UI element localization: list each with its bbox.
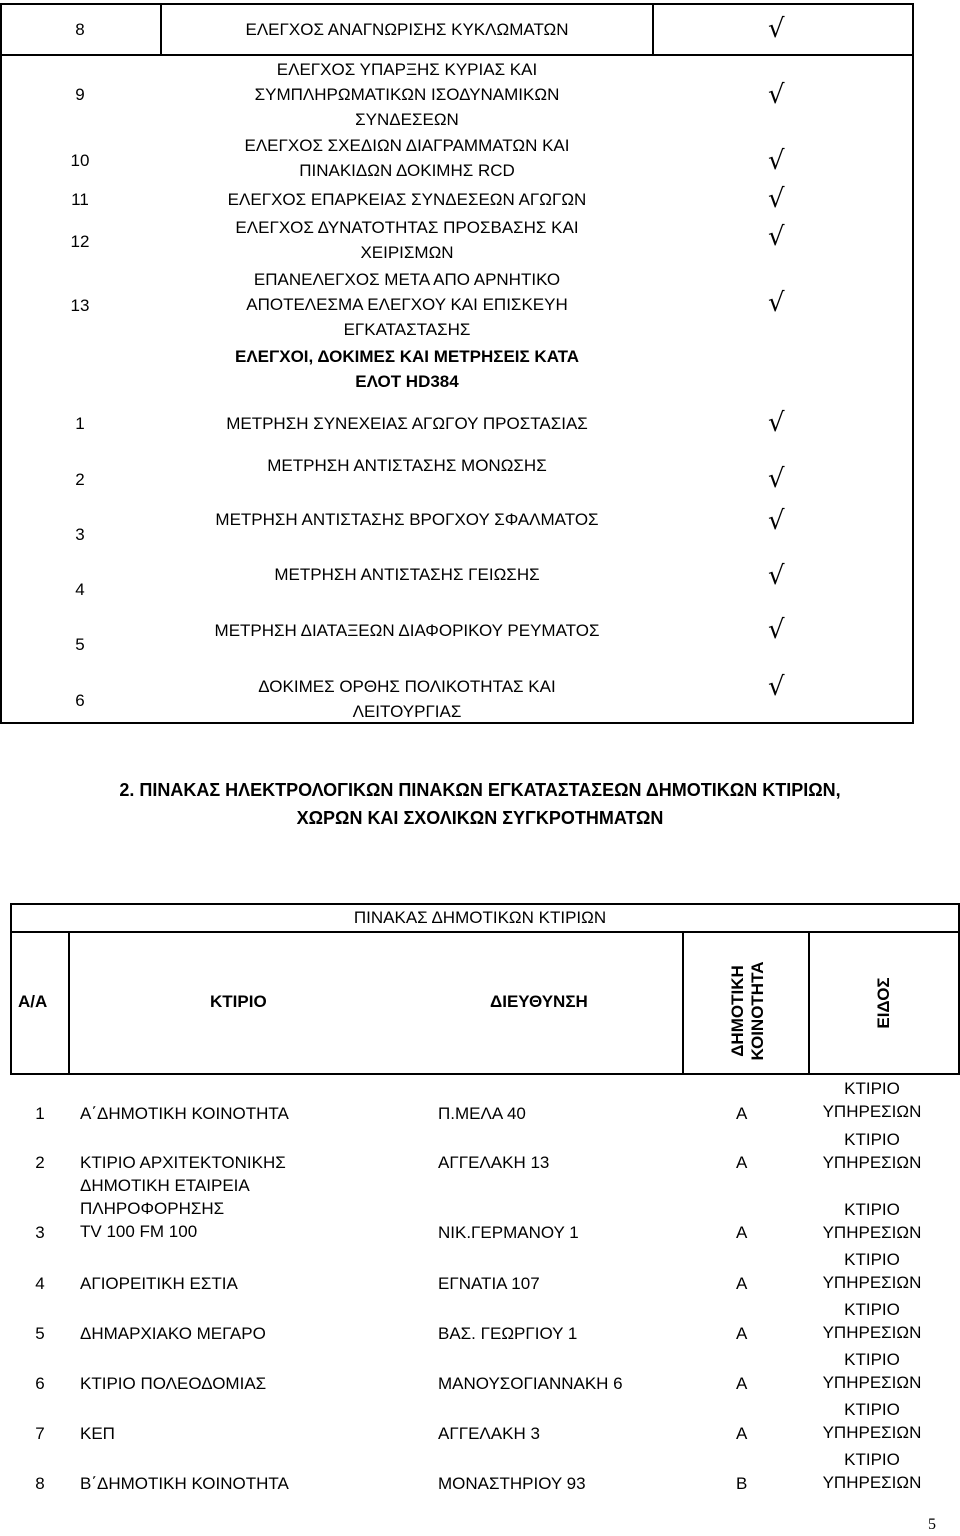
- building-name: ΑΓΙΟΡΕΙΤΙΚΗ ΕΣΤΙΑ: [80, 1274, 238, 1293]
- header-community: ΔΗΜΟΤΙΚΗ ΚΟΙΝΟΤΗΤΑ: [728, 961, 767, 1061]
- row-text: ΕΛΕΓΧΟΣ ΔΥΝΑΤΟΤΗΤΑΣ ΠΡΟΣΒΑΣΗΣ ΚΑΙ ΧΕΙΡΙΣΜΩΝ: [235, 218, 579, 262]
- row-number: 8: [35, 1474, 45, 1493]
- table-border: [10, 903, 960, 905]
- table-border: [682, 931, 684, 1075]
- building-community: Α: [736, 1274, 748, 1293]
- row-text: ΜΕΤΡΗΣΗ ΑΝΤΙΣΤΑΣΗΣ ΓΕΙΩΣΗΣ: [274, 565, 540, 584]
- building-address: ΜΟΝΑΣΤΗΡΙΟΥ 93: [438, 1474, 586, 1493]
- row-number: 5: [35, 1324, 45, 1343]
- check-icon: √: [768, 184, 785, 214]
- building-type: ΚΤΙΡΙΟ ΥΠΗΡΕΣΙΩΝ: [822, 1350, 922, 1392]
- building-address: ΒΑΣ. ΓΕΩΡΓΙΟΥ 1: [438, 1324, 578, 1343]
- row-number: 2: [35, 1153, 45, 1172]
- row-text: ΜΕΤΡΗΣΗ ΑΝΤΙΣΤΑΣΗΣ ΒΡΟΓΧΟΥ ΣΦΑΛΜΑΤΟΣ: [215, 510, 599, 529]
- check-icon: √: [768, 146, 785, 176]
- table-border: [652, 3, 654, 54]
- table-border: [808, 931, 810, 1075]
- table-border: [912, 3, 914, 724]
- table-border: [0, 3, 914, 5]
- building-type: ΚΤΙΡΙΟ ΥΠΗΡΕΣΙΩΝ: [822, 1079, 922, 1121]
- building-type: ΚΤΙΡΙΟ ΥΠΗΡΕΣΙΩΝ: [822, 1400, 922, 1442]
- building-name: ΔΗΜΑΡΧΙΑΚΟ ΜΕΓΑΡΟ: [80, 1324, 266, 1343]
- row-number: 9: [75, 85, 85, 104]
- section-subheading: ΕΛΕΓΧΟΙ, ΔΟΚΙΜΕΣ ΚΑΙ ΜΕΤΡΗΣΕΙΣ ΚΑΤΑ ΕΛΟΤ HD384: [235, 347, 579, 391]
- check-icon: √: [768, 288, 785, 318]
- check-icon: √: [768, 14, 785, 44]
- building-name: ΚΤΙΡΙΟ ΑΡΧΙΤΕΚΤΟΝΙΚΗΣ: [80, 1153, 286, 1172]
- section-heading: 2. ΠΙΝΑΚΑΣ ΗΛΕΚΤΡΟΛΟΓΙΚΩΝ ΠΙΝΑΚΩΝ ΕΓΚΑΤΑΣΤΑΣΕΩΝ ΔΗΜΟΤΙΚΩΝ ΚΤΙΡΙΩΝ, ΧΩΡΩΝ ΚΑΙ ΣΧΟΛΙΚΩΝ ΣΥΓΚΡΟΤΗΜΑΤΩΝ: [119, 780, 841, 828]
- building-community: Α: [736, 1324, 748, 1343]
- building-type: ΚΤΙΡΙΟ ΥΠΗΡΕΣΙΩΝ: [822, 1300, 922, 1342]
- row-text: ΕΛΕΓΧΟΣ ΣΧΕΔΙΩΝ ΔΙΑΓΡΑΜΜΑΤΩΝ ΚΑΙ ΠΙΝΑΚΙΔΩΝ ΔΟΚΙΜΗΣ RCD: [244, 136, 570, 180]
- row-number: 7: [35, 1424, 45, 1443]
- building-address: ΑΓΓΕΛΑΚΗ 3: [438, 1424, 540, 1443]
- building-name: Β΄ΔΗΜΟΤΙΚΗ ΚΟΙΝΟΤΗΤΑ: [80, 1474, 289, 1493]
- row-number: 6: [35, 1374, 45, 1393]
- row-number: 3: [35, 1223, 45, 1242]
- table-border: [0, 54, 914, 56]
- building-type: ΚΤΙΡΙΟ ΥΠΗΡΕΣΙΩΝ: [822, 1130, 922, 1172]
- building-name: ΚΕΠ: [80, 1424, 115, 1443]
- row-text: ΜΕΤΡΗΣΗ ΔΙΑΤΑΞΕΩΝ ΔΙΑΦΟΡΙΚΟΥ ΡΕΥΜΑΤΟΣ: [214, 621, 600, 640]
- table-border: [0, 3, 2, 724]
- check-icon: √: [768, 672, 785, 702]
- row-number: 4: [75, 580, 85, 599]
- check-icon: √: [768, 561, 785, 591]
- table-border: [10, 1073, 960, 1075]
- row-number: 8: [75, 20, 85, 39]
- check-icon: √: [768, 222, 785, 252]
- header-address: ΔΙΕΥΘΥΝΣΗ: [490, 992, 588, 1011]
- row-number: 13: [70, 296, 90, 315]
- check-icon: √: [768, 408, 785, 438]
- row-text: ΜΕΤΡΗΣΗ ΣΥΝΕΧΕΙΑΣ ΑΓΩΓΟΥ ΠΡΟΣΤΑΣΙΑΣ: [226, 414, 588, 433]
- building-address: ΝΙΚ.ΓΕΡΜΑΝΟΥ 1: [438, 1223, 579, 1242]
- table-border: [68, 931, 70, 1075]
- building-community: Α: [736, 1223, 748, 1242]
- check-icon: √: [768, 615, 785, 645]
- building-address: Π.ΜΕΛΑ 40: [438, 1104, 526, 1123]
- row-number: 1: [75, 414, 85, 433]
- table-caption: ΠΙΝΑΚΑΣ ΔΗΜΟΤΙΚΩΝ ΚΤΙΡΙΩΝ: [353, 908, 607, 927]
- building-community: Α: [736, 1424, 748, 1443]
- header-type: ΕΙΔΟΣ: [874, 977, 893, 1029]
- row-number: 3: [75, 525, 85, 544]
- building-community: Α: [736, 1104, 748, 1123]
- row-number: 6: [75, 691, 85, 710]
- row-number: 10: [70, 151, 90, 170]
- page-number: 5: [928, 1516, 936, 1533]
- building-type: ΚΤΙΡΙΟ ΥΠΗΡΕΣΙΩΝ: [822, 1450, 922, 1492]
- check-icon: √: [768, 464, 785, 494]
- header-aa: Α/Α: [18, 992, 48, 1011]
- header-building: ΚΤΙΡΙΟ: [210, 992, 267, 1011]
- building-type: ΚΤΙΡΙΟ ΥΠΗΡΕΣΙΩΝ: [822, 1250, 922, 1292]
- building-community: Α: [736, 1374, 748, 1393]
- building-name: Α΄ΔΗΜΟΤΙΚΗ ΚΟΙΝΟΤΗΤΑ: [80, 1104, 289, 1123]
- building-community: Α: [736, 1153, 748, 1172]
- row-number: 5: [75, 635, 85, 654]
- building-address: ΑΓΓΕΛΑΚΗ 13: [438, 1153, 550, 1172]
- row-text: ΕΛΕΓΧΟΣ ΕΠΑΡΚΕΙΑΣ ΣΥΝΔΕΣΕΩΝ ΑΓΩΓΩΝ: [227, 190, 587, 209]
- row-text: ΕΛΕΓΧΟΣ ΑΝΑΓΝΩΡΙΣΗΣ ΚΥΚΛΩΜΑΤΩΝ: [245, 20, 569, 39]
- row-text: ΔΟΚΙΜΕΣ ΟΡΘΗΣ ΠΟΛΙΚΟΤΗΤΑΣ ΚΑΙ ΛΕΙΤΟΥΡΓΙΑΣ: [258, 677, 556, 721]
- building-type: ΚΤΙΡΙΟ ΥΠΗΡΕΣΙΩΝ: [822, 1200, 922, 1242]
- check-icon: √: [768, 80, 785, 110]
- table-border: [10, 931, 960, 933]
- check-icon: √: [768, 506, 785, 536]
- building-name: ΔΗΜΟΤΙΚΗ ΕΤΑΙΡΕΙΑ ΠΛΗΡΟΦΟΡΗΣΗΣ TV 100 FM 100: [80, 1176, 250, 1241]
- row-number: 11: [71, 190, 89, 209]
- row-number: 2: [75, 470, 85, 489]
- building-address: ΜΑΝΟΥΣΟΓΙΑΝΝΑΚΗ 6: [438, 1374, 623, 1393]
- row-number: 12: [70, 232, 90, 251]
- row-number: 1: [35, 1104, 45, 1123]
- row-number: 4: [35, 1274, 45, 1293]
- building-name: ΚΤΙΡΙΟ ΠΟΛΕΟΔΟΜΙΑΣ: [80, 1374, 267, 1393]
- row-text: ΕΠΑΝΕΛΕΓΧΟΣ ΜΕΤΑ ΑΠΟ ΑΡΝΗΤΙΚΟ ΑΠΟΤΕΛΕΣΜΑ ΕΛΕΓΧΟΥ ΚΑΙ ΕΠΙΣΚΕΥΗ ΕΓΚΑΤΑΣΤΑΣΗΣ: [246, 270, 568, 339]
- building-community: Β: [736, 1474, 748, 1493]
- building-address: ΕΓΝΑΤΙΑ 107: [438, 1274, 540, 1293]
- row-text: ΕΛΕΓΧΟΣ ΥΠΑΡΞΗΣ ΚΥΡΙΑΣ ΚΑΙ ΣΥΜΠΛΗΡΩΜΑΤΙΚΩΝ ΙΣΟΔΥΝΑΜΙΚΩΝ ΣΥΝΔΕΣΕΩΝ: [254, 60, 560, 129]
- row-text: ΜΕΤΡΗΣΗ ΑΝΤΙΣΤΑΣΗΣ ΜΟΝΩΣΗΣ: [267, 456, 547, 475]
